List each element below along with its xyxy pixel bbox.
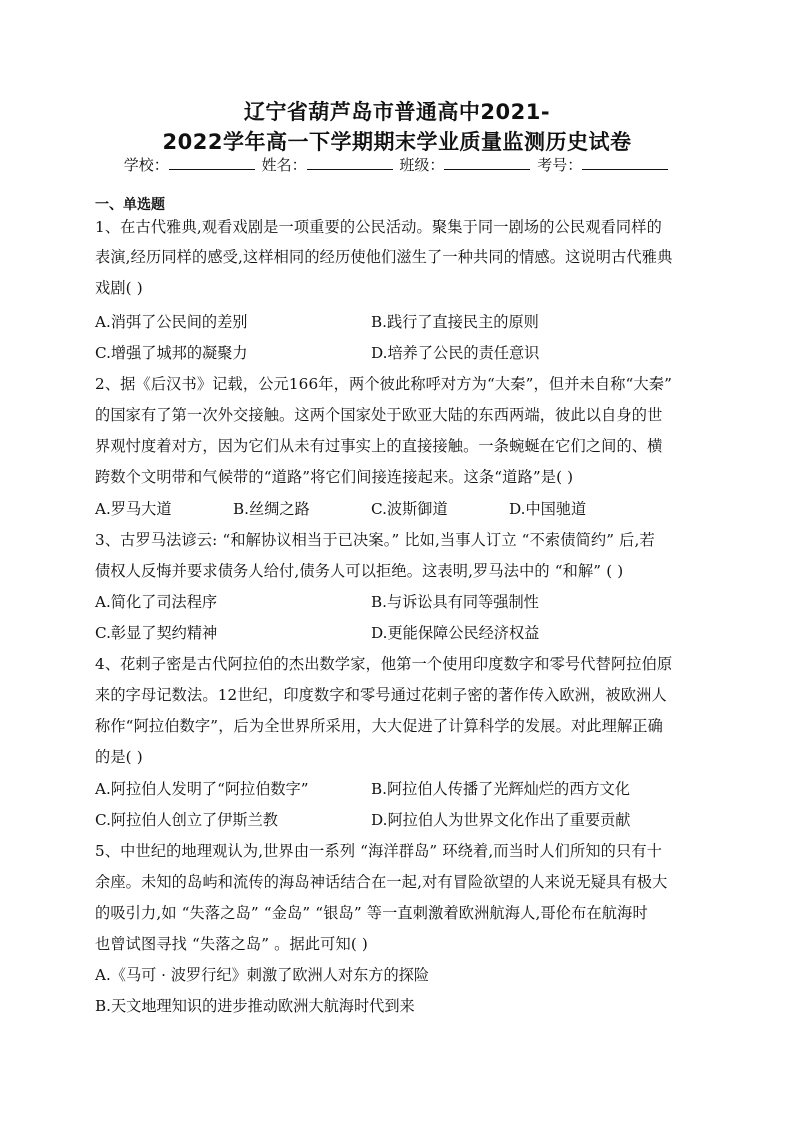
question-4-text: 来的字母记数法。12世纪，印度数字和零号通过花剌子密的著作传入欧洲，被欧洲人 <box>95 686 667 704</box>
question-2-option-b: B.丝绸之路 <box>233 500 310 518</box>
question-3-option-b: B.与诉讼具有同等强制性 <box>371 593 539 611</box>
question-4-option-d: D.阿拉伯人为世界文化作出了重要贡献 <box>371 811 631 829</box>
question-2-text: 界观忖度着对方，因为它们从未有过事实上的直接接触。一条蜿蜒在它们之间的、横 <box>95 437 663 455</box>
question-4-text: 4、花剌子密是古代阿拉伯的杰出数学家，他第一个使用印度数字和零号代替阿拉伯原 <box>95 655 673 673</box>
question-3-option-d: D.更能保障公民经济权益 <box>371 624 540 642</box>
question-2-text: 的国家有了第一次外交接触。这两个国家处于欧亚大陆的东西两端，彼此以自身的世 <box>95 406 663 424</box>
student-info-row <box>0 154 794 175</box>
question-1-option-d: D.培养了公民的责任意识 <box>371 344 540 362</box>
question-1-option-b: B.践行了直接民主的原则 <box>371 313 539 331</box>
question-4-text: 的是( ) <box>95 748 143 766</box>
question-3-option-c: C.彰显了契约精神 <box>95 624 218 642</box>
question-1-option-a: A.消弭了公民间的差别 <box>95 313 248 331</box>
class-label: 班级： <box>399 156 445 174</box>
question-1-text: 表演,经历同样的感受,这样相同的经历使他们滋生了一种共同的情感。这说明古代雅典 <box>95 248 673 266</box>
question-4-option-a: A.阿拉伯人发明了“阿拉伯数字” <box>95 780 309 798</box>
question-2-option-a: A.罗马大道 <box>95 500 172 518</box>
question-4-option-c: C.阿拉伯人创立了伊斯兰教 <box>95 811 278 829</box>
school-label: 学校： <box>123 156 169 174</box>
question-2-text: 2、据《后汉书》记载，公元166年，两个彼此称呼对方为“大秦”，但并未自称“大秦” <box>95 375 673 393</box>
question-4-option-b: B.阿拉伯人传播了光辉灿烂的西方文化 <box>371 780 630 798</box>
question-2-option-c: C.波斯御道 <box>371 500 448 518</box>
question-4-text: 称作“阿拉伯数字”，后为全世界所采用，大大促进了计算科学的发展。对此理解正确 <box>95 717 663 735</box>
question-5-text: 的吸引力,如 “失落之岛” “金岛” “银岛” 等一直刺激着欧洲航海人,哥伦布在航海时 <box>95 904 648 922</box>
exam-title-line1: 辽宁省葫芦岛市普通高中2021- <box>243 100 551 124</box>
question-3-text: 3、古罗马法谚云: “和解协议相当于已决案。” 比如,当事人订立 “不索债简约” 后,若 <box>95 531 655 549</box>
question-1-option-c: C.增强了城邦的凝聚力 <box>95 344 248 362</box>
question-1-text: 戏剧( ) <box>95 279 143 297</box>
question-5-text: 5、中世纪的地理观认为,世界由一系列 “海洋群岛” 环绕着,而当时人们所知的只有十 <box>95 842 663 860</box>
question-5-option-a: A.《马可 · 波罗行纪》刺激了欧洲人对东方的探险 <box>95 966 430 984</box>
section-heading: 一、单选题 <box>95 197 165 213</box>
question-5-text: 余座。未知的岛屿和流传的海岛神话结合在一起,对有冒险欲望的人来说无疑具有极大 <box>95 873 668 891</box>
school-blank[interactable] <box>169 155 255 170</box>
exam-number-label: 考号： <box>537 156 583 174</box>
class-blank[interactable] <box>444 155 530 170</box>
question-2-option-d: D.中国驰道 <box>509 500 587 518</box>
question-5-option-b: B.天文地理知识的进步推动欧洲大航海时代到来 <box>95 997 415 1015</box>
exam-title-line2: 2022学年高一下学期期末学业质量监测历史试卷 <box>162 130 632 154</box>
exam-number-blank[interactable] <box>582 155 668 170</box>
question-3-text: 债权人反悔并要求债务人给付,债务人可以拒绝。这表明,罗马法中的 “和解” ( ) <box>95 562 624 580</box>
question-3-option-a: A.简化了司法程序 <box>95 593 218 611</box>
question-5-text: 也曾试图寻找 “失落之岛” 。据此可知( ) <box>95 935 368 953</box>
question-2-text: 跨数个文明带和气候带的“道路”将它们间接连接起来。这条“道路”是( ) <box>95 468 574 486</box>
question-1-text: 1、在古代雅典,观看戏剧是一项重要的公民活动。聚集于同一剧场的公民观看同样的 <box>95 218 662 236</box>
name-blank[interactable] <box>307 155 393 170</box>
name-label: 姓名： <box>261 156 307 174</box>
